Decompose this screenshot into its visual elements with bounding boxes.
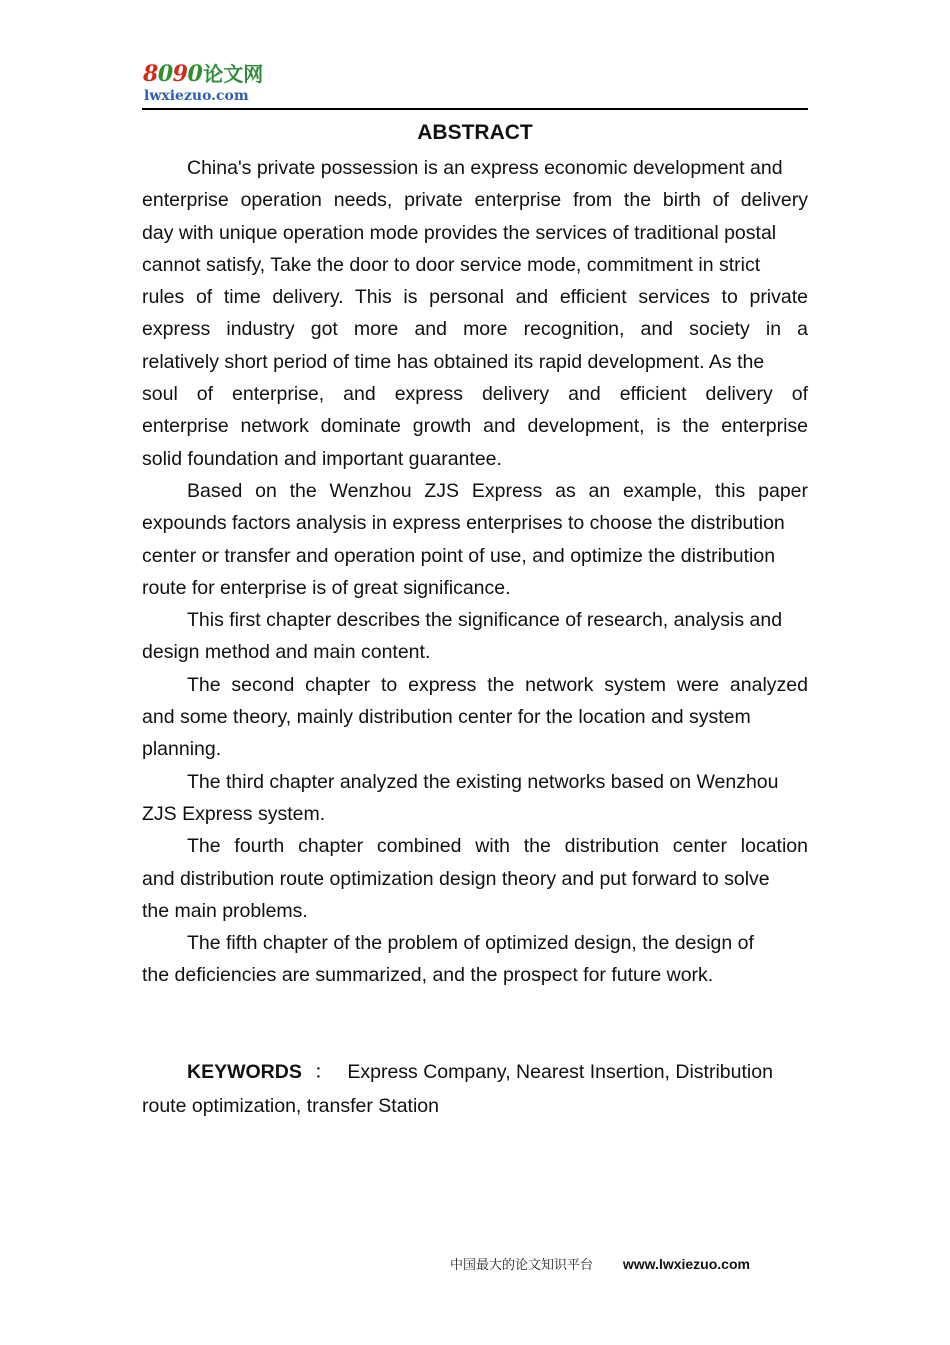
keywords-section — [142, 1055, 822, 1123]
abstract-line: expounds factors analysis in express enterprises to choose the distribution — [142, 512, 785, 535]
abstract-line: solid foundation and important guarantee. — [142, 447, 502, 470]
logo-wordmark — [143, 62, 263, 86]
page-footer — [450, 1255, 750, 1275]
abstract-line: planning. — [142, 738, 222, 761]
abstract-line: the main problems. — [142, 899, 308, 922]
abstract-line: design method and main content. — [142, 641, 431, 664]
abstract-line: The second chapter to express the network system were analyzed — [187, 673, 808, 696]
logo-digits: 8090 — [143, 61, 203, 87]
keywords-line-2: route optimization, transfer Station — [142, 1095, 439, 1117]
abstract-line: Based on the Wenzhou ZJS Express as an example, this paper — [187, 479, 808, 502]
abstract-line: enterprise network dominate growth and development, is the enterprise — [142, 415, 808, 438]
abstract-line: and distribution route optimization design theory and put forward to solve — [142, 867, 770, 890]
keywords-line-1 — [142, 1055, 822, 1089]
abstract-line: route for enterprise is of great significance. — [142, 576, 511, 599]
abstract-line: soul of enterprise, and express delivery and efficient delivery of — [142, 383, 808, 406]
abstract-line: relatively short period of time has obtained its rapid development. As the — [142, 350, 765, 373]
abstract-line: The fifth chapter of the problem of optimized design, the design of — [187, 932, 754, 955]
abstract-line: ZJS Express system. — [142, 802, 326, 825]
abstract-line: rules of time delivery. This is personal and efficient services to private — [142, 286, 808, 309]
keywords-label: KEYWORDS — [187, 1061, 302, 1083]
abstract-line: day with unique operation mode provides the services of traditional postal — [142, 221, 777, 244]
abstract-line: cannot satisfy, Take the door to door service mode, commitment in strict — [142, 253, 761, 276]
abstract-line: China's private possession is an express economic development and — [187, 157, 783, 179]
footer-url[interactable]: www.lwxiezuo.com — [622, 1256, 750, 1272]
abstract-line: express industry got more and more recognition, and society in a — [142, 318, 808, 341]
abstract-line: center or transfer and operation point of use, and optimize the distribution — [142, 544, 776, 567]
logo-domain: lwxiezuo.com — [144, 88, 249, 104]
abstract-line: and some theory, mainly distribution center for the location and system — [142, 706, 751, 729]
abstract-body — [142, 152, 822, 992]
header-rule — [142, 108, 808, 110]
site-logo — [143, 62, 293, 106]
logo-chinese-text: 论文网 — [203, 62, 264, 86]
keywords-separator: ： — [313, 1061, 334, 1083]
abstract-line: The fourth chapter combined with the distribution center location — [187, 835, 808, 858]
abstract-line: The third chapter analyzed the existing networks based on Wenzhou — [187, 770, 779, 793]
abstract-line: This first chapter describes the significance of research, analysis and — [187, 609, 783, 632]
keywords-text: Express Company, Nearest Insertion, Distribution — [347, 1061, 773, 1083]
page-title: ABSTRACT — [417, 121, 533, 144]
abstract-line: the deficiencies are summarized, and the prospect for future work. — [142, 964, 714, 987]
footer-slogan: 中国最大的论文知识平台 — [450, 1258, 594, 1273]
abstract-line: enterprise operation needs, private enterprise from the birth of delivery — [142, 189, 808, 212]
